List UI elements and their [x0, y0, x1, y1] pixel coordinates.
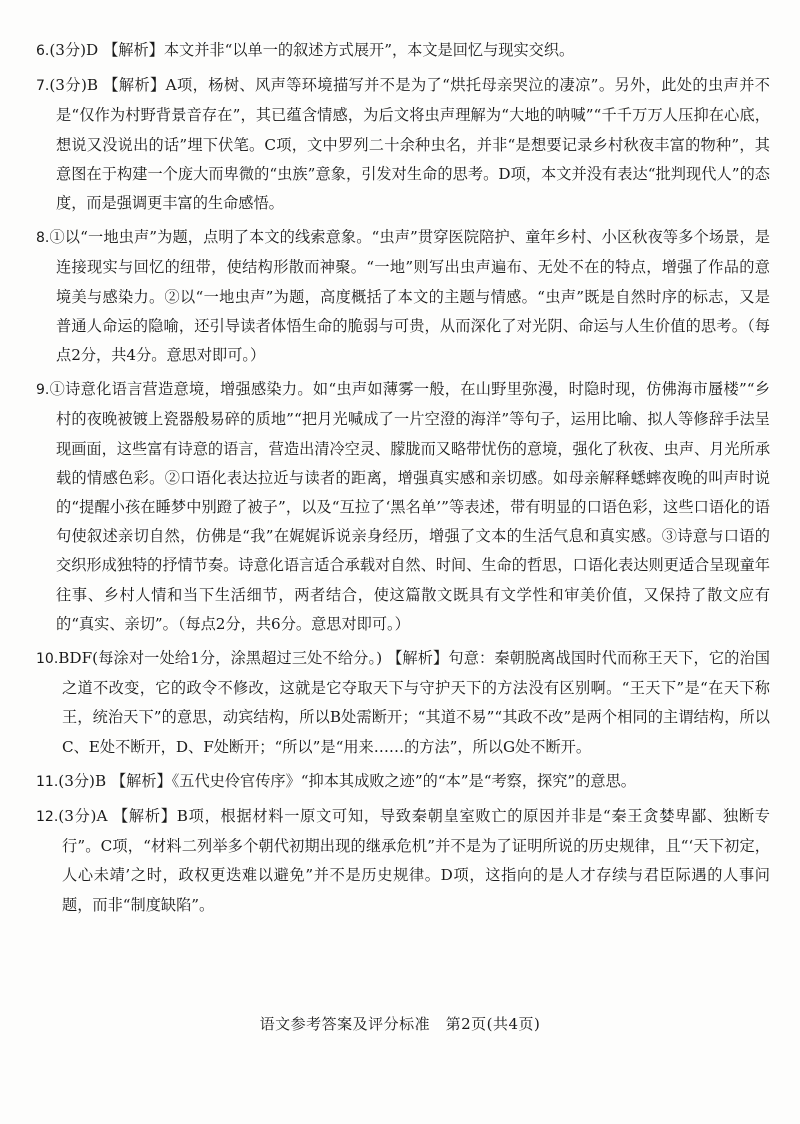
- item-text: (3分)B 【解析】A项，杨树、风声等环境描写并不是为了“烘托母亲哭泣的凄凉”。另外，此处的虫声并不是“仅作为村野背景音存在”，其已蕴含情感，为后文将虫声理解为“大地的呐喊”“千千万万人压抑在心底，想说又没说出的话”埋下伏笔。C项，文中罗列二十余种虫名，并非“是想要记录乡村秋夜丰富的物种”，其意图在于构建一个庞大而卑微的“虫族”意象，引发对生命的思考。D项，本文并没有表达“批判现代人”的态度，而是强调更丰富的生命感悟。: [49, 76, 770, 213]
- item-text: (3分)B 【解析】《五代史伶官传序》“抑本其成败之迹”的“本”是“考察，探究”的意思。: [58, 771, 636, 790]
- item-number: 8.: [36, 230, 50, 247]
- item-text: (3分)D 【解析】本文并非“以单一的叙述方式展开”，本文是回忆与现实交织。: [49, 41, 575, 59]
- answer-item-7: [36, 71, 770, 218]
- item-text: ①以“一地虫声”为题，点明了本文的线索意象。“虫声”贯穿医院陪护、童年乡村、小区秋夜等多个场景，是连接现实与回忆的纽带，使结构形散而神聚。“一地”则写出虫声遍布、无处不在的特点，增强了作品的意境美与感染力。②以“一地虫声”为题，高度概括了本文的主题与情感。“虫声”既是自然时序的标志，又是普通人命运的隐喻，还引导读者体悟生命的脆弱与可贵，从而深化了对光阴、命运与人生价值的思考。（每点2分，共4分。意思对即可。）: [49, 228, 770, 365]
- item-number: 10.: [36, 651, 59, 668]
- item-number: 11.: [36, 773, 59, 790]
- item-number: 9.: [36, 382, 50, 399]
- page-footer: 语文参考答案及评分标准 第2页(共4页): [259, 1015, 541, 1033]
- item-text: ①诗意化语言营造意境，增强感染力。如“虫声如薄雾一般，在山野里弥漫，时隐时现，仿佛海市蜃楼”“乡村的夜晚被镀上瓷器般易碎的质地”“把月光喊成了一片空澄的海洋”等句子，运用比喻、拟人等修辞手法呈现画面，这些富有诗意的语言，营造出清冷空灵、朦胧而又略带忧伤的意境，强化了秋夜、虫声、月光所承载的情感色彩。②口语化表达拉近与读者的距离，增强真实感和亲切感。如母亲解释蟋蟀夜晚的叫声时说的“提醒小孩在睡梦中别蹬了被子”，以及“互拉了‘黑名单’”等表述，带有明显的口语色彩，这些口语化的语句使叙述亲切自然，仿佛是“我”在娓娓诉说亲身经历，增强了文本的生活气息和真实感。③诗意与口语的交织形成独特的抒情节奏。诗意化语言适合承载对自然、时间、生命的哲思，口语化表达则更适合呈现童年往事、乡村人情和当下生活细节，两者结合，使这篇散文既具有文学性和审美价值，又保持了散文应有的“真实、亲切”。（每点2分，共6分。意思对即可。）: [49, 380, 770, 633]
- answer-item-12: [36, 802, 770, 920]
- answer-item-6: [36, 36, 770, 66]
- answer-item-10: [36, 644, 770, 762]
- item-number: 7.: [36, 78, 50, 95]
- item-number: 12.: [36, 809, 59, 826]
- answer-item-8: [36, 223, 770, 370]
- answer-item-11: [36, 767, 770, 797]
- answer-list: [36, 36, 770, 925]
- item-number: 6.: [36, 43, 50, 59]
- item-text: (3分)A 【解析】B项，根据材料一原文可知，导致秦朝皇室败亡的原因并非是“秦王贪婪卑鄙、独断专行”。C项，“材料二列举多个朝代初期出现的继承危机”并不是为了证明所说的历史规律，且“‘天下初定，人心未靖’之时，政权更迭难以避免”并不是历史规律。D项，这指向的是人才存续与君臣际遇的人事问题，而非“制度缺陷”。: [58, 807, 770, 914]
- item-text: BDF(每涂对一处给1分，涂黑超过三处不给分。) 【解析】句意：秦朝脱离战国时代而称王天下，它的治国之道不改变，它的政令不修改，这就是它夺取天下与守护天下的方法没有区别啊。“王天下”是“在天下称王，统治天下”的意思，动宾结构，所以B处需断开；“其道不易”“其政不改”是两个相同的主谓结构，所以C、E处不断开，D、F处断开；“所以”是“用来……的方法”，所以G处不断开。: [58, 649, 770, 756]
- answer-item-9: [36, 375, 770, 639]
